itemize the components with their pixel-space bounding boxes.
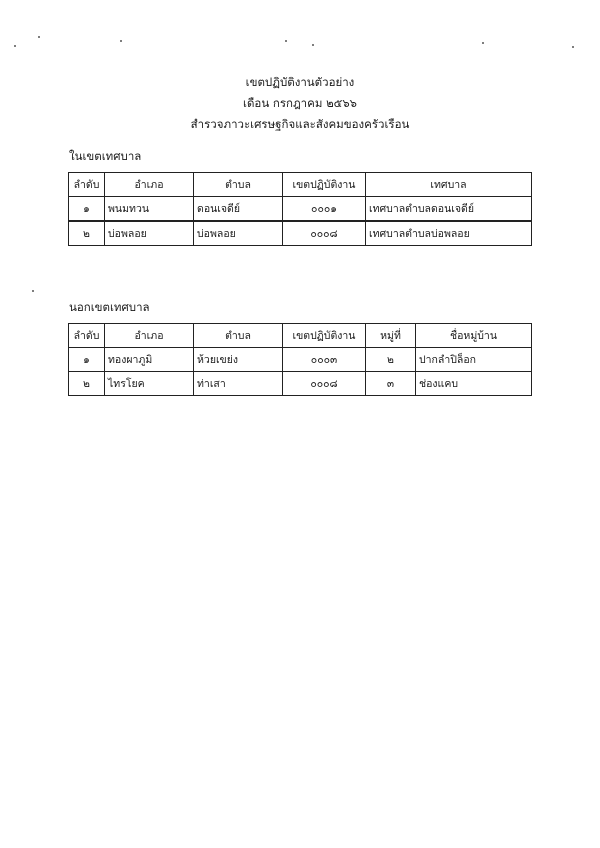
- col-header-work-area: เขตปฏิบัติงาน: [283, 324, 366, 348]
- col-header-district: อำเภอ: [105, 324, 194, 348]
- table-row: [69, 348, 532, 372]
- cell-village-no: ๒: [366, 348, 416, 372]
- cell-subdistrict: บ่อพลอย: [194, 221, 283, 246]
- col-header-village-name: ชื่อหมู่บ้าน: [416, 324, 532, 348]
- table-row: [69, 221, 532, 246]
- table-header-row: [69, 324, 532, 348]
- scan-speck: [32, 290, 34, 292]
- cell-district: พนมทวน: [105, 197, 194, 222]
- municipal-table: [68, 172, 532, 246]
- cell-district: ไทรโยค: [105, 372, 194, 396]
- scan-speck: [120, 40, 122, 42]
- cell-work-area: ๐๐๐๑: [283, 197, 366, 222]
- cell-work-area: ๐๐๐๘: [283, 221, 366, 246]
- scan-speck: [14, 45, 16, 47]
- cell-municipality: เทศบาลตำบลบ่อพลอย: [366, 221, 532, 246]
- document-title: เขตปฏิบัติงานตัวอย่าง: [245, 75, 355, 89]
- scan-speck: [572, 46, 574, 48]
- cell-order: ๑: [69, 348, 105, 372]
- table-header-row: [69, 173, 532, 197]
- non-municipal-table: [68, 323, 532, 396]
- cell-work-area: ๐๐๐๘: [283, 372, 366, 396]
- section-title-non-municipal: นอกเขตเทศบาล: [69, 300, 150, 314]
- scan-speck: [482, 42, 484, 44]
- cell-village-no: ๓: [366, 372, 416, 396]
- section-title-municipal: ในเขตเทศบาล: [69, 149, 142, 163]
- cell-work-area: ๐๐๐๓: [283, 348, 366, 372]
- cell-village-name: ปากลำปิล็อก: [416, 348, 532, 372]
- cell-municipality: เทศบาลตำบลดอนเจดีย์: [366, 197, 532, 222]
- cell-village-name: ช่องแคบ: [416, 372, 532, 396]
- col-header-work-area: เขตปฏิบัติงาน: [283, 173, 366, 197]
- cell-subdistrict: ดอนเจดีย์: [194, 197, 283, 222]
- col-header-subdistrict: ตำบล: [194, 173, 283, 197]
- table-row: [69, 372, 532, 396]
- cell-subdistrict: ห้วยเขย่ง: [194, 348, 283, 372]
- cell-subdistrict: ท่าเสา: [194, 372, 283, 396]
- cell-order: ๑: [69, 197, 105, 222]
- document-month: เดือน กรกฎาคม ๒๕๖๖: [243, 96, 357, 110]
- col-header-district: อำเภอ: [105, 173, 194, 197]
- col-header-municipality: เทศบาล: [366, 173, 532, 197]
- col-header-subdistrict: ตำบล: [194, 324, 283, 348]
- cell-district: ทองผาภูมิ: [105, 348, 194, 372]
- cell-order: ๒: [69, 221, 105, 246]
- col-header-village-no: หมู่ที่: [366, 324, 416, 348]
- scan-speck: [38, 36, 40, 38]
- cell-order: ๒: [69, 372, 105, 396]
- col-header-order: ลำดับ: [69, 173, 105, 197]
- scan-speck: [285, 40, 287, 42]
- document-survey-name: สำรวจภาวะเศรษฐกิจและสังคมของครัวเรือน: [190, 117, 410, 131]
- scan-speck: [312, 44, 314, 46]
- col-header-order: ลำดับ: [69, 324, 105, 348]
- cell-district: บ่อพลอย: [105, 221, 194, 246]
- table-row: [69, 197, 532, 222]
